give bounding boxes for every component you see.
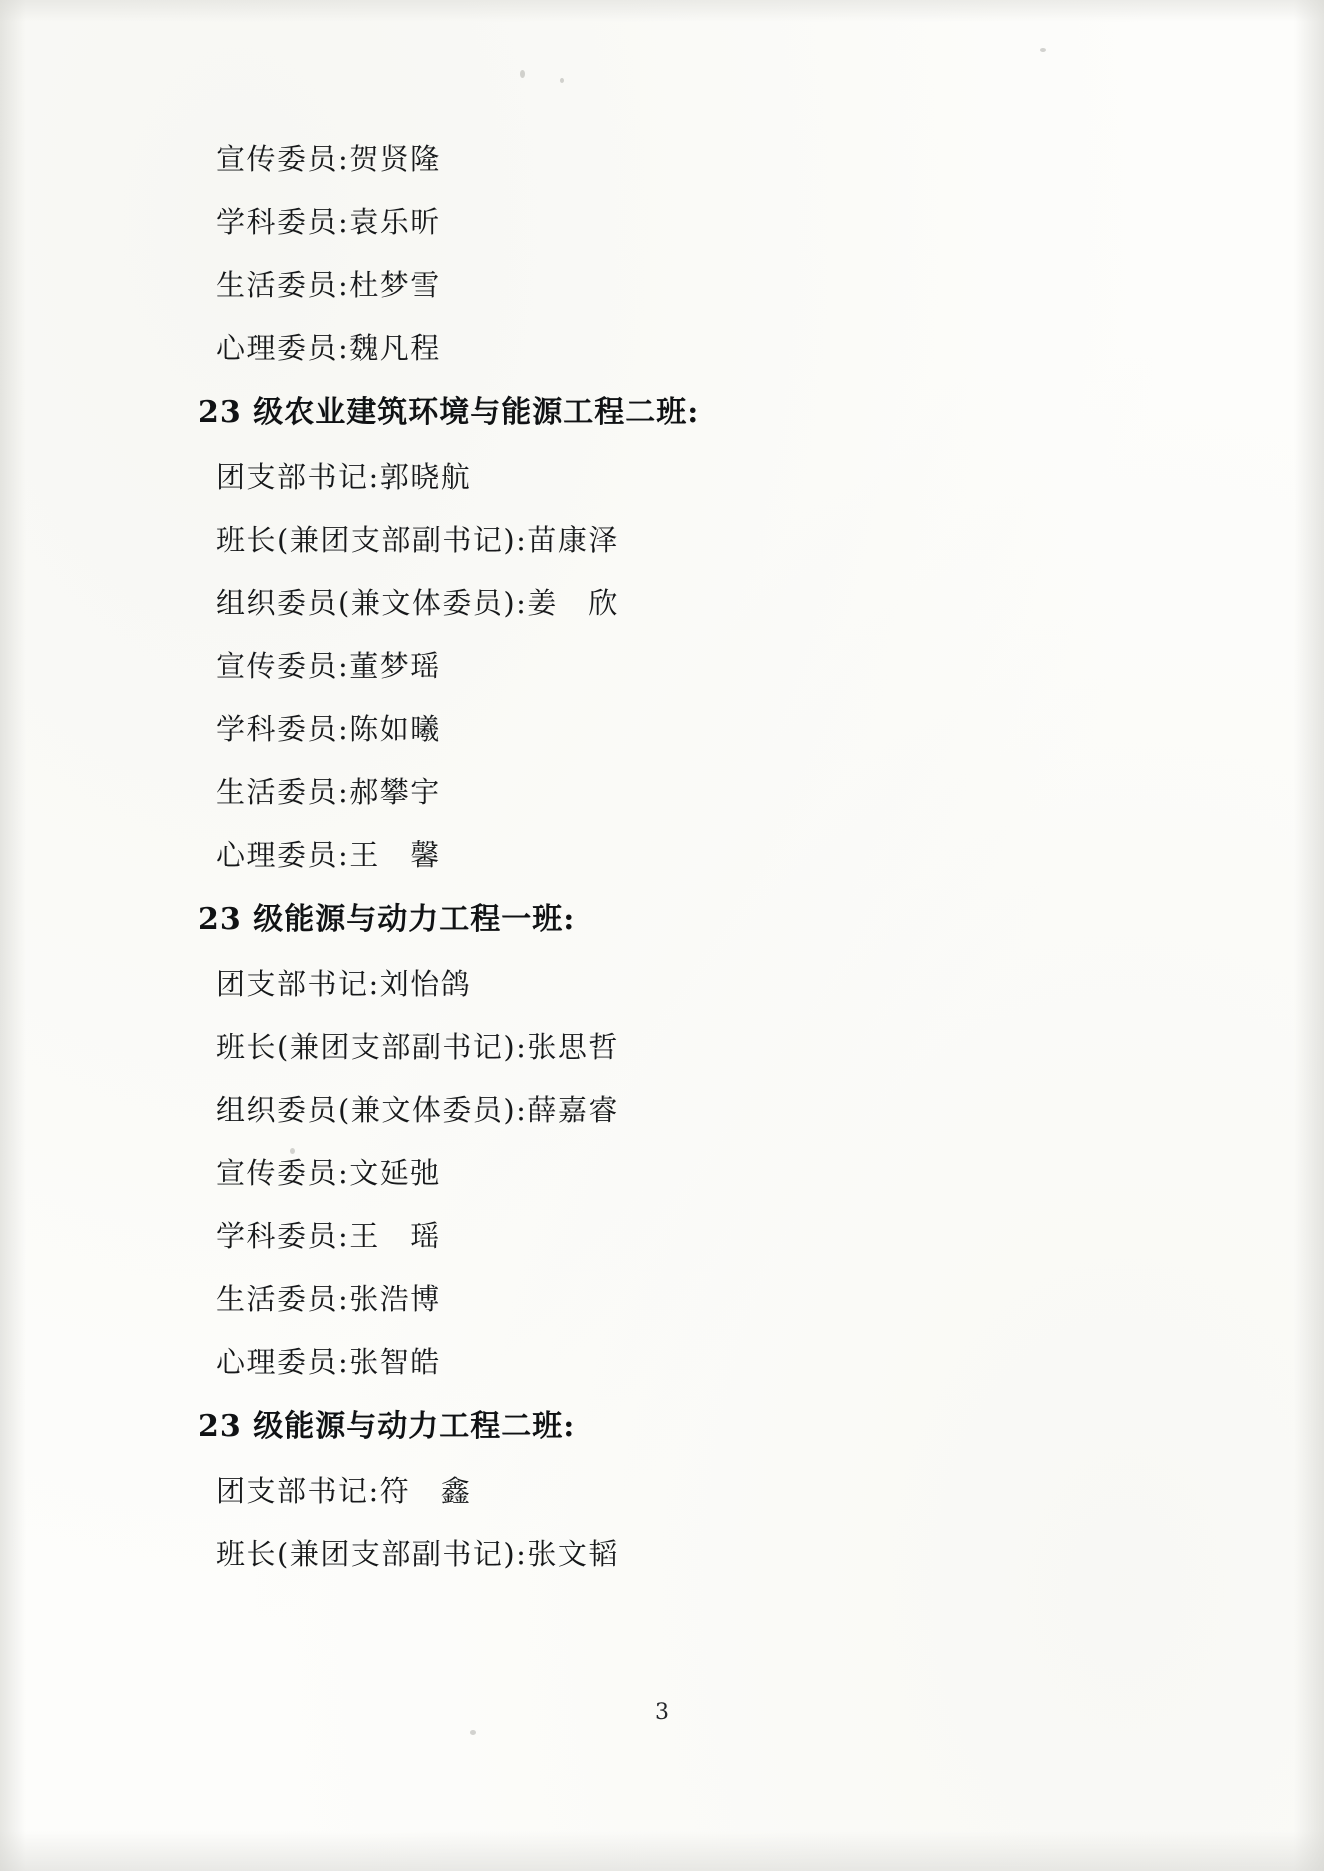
roster-entry: 组织委员(兼文体委员):姜 欣 xyxy=(216,586,619,620)
roster-entry: 宣传委员:董梦瑶 xyxy=(216,649,441,683)
roster-entry: 学科委员:袁乐昕 xyxy=(216,205,441,239)
roster-entry: 团支部书记:符 鑫 xyxy=(216,1474,472,1508)
document-body xyxy=(196,128,1096,1586)
roster-entry: 班长(兼团支部副书记):张文韬 xyxy=(216,1537,619,1571)
roster-entry: 学科委员:王 瑶 xyxy=(216,1219,441,1253)
roster-entry: 班长(兼团支部副书记):张思哲 xyxy=(216,1030,619,1064)
roster-entry: 班长(兼团支部副书记):苗康泽 xyxy=(216,523,619,557)
class-heading: 23 级农业建筑环境与能源工程二班: xyxy=(198,395,700,430)
roster-entry: 心理委员:魏凡程 xyxy=(216,331,441,365)
roster-entry: 宣传委员:贺贤隆 xyxy=(216,142,441,176)
paper-speck xyxy=(560,78,564,83)
page-edge-shadow-left xyxy=(0,0,26,1871)
page-number: 3 xyxy=(655,1700,669,1725)
paper-speck xyxy=(470,1730,476,1735)
roster-entry: 团支部书记:郭晓航 xyxy=(216,460,472,494)
paper-speck xyxy=(520,70,525,78)
paper-speck xyxy=(1040,48,1046,52)
roster-entry: 组织委员(兼文体委员):薛嘉睿 xyxy=(216,1093,619,1127)
roster-entry: 心理委员:王 馨 xyxy=(216,838,441,872)
roster-entry: 团支部书记:刘怡鸽 xyxy=(216,967,472,1001)
roster-entry: 宣传委员:文延弛 xyxy=(216,1156,441,1190)
roster-entry: 生活委员:张浩博 xyxy=(216,1282,441,1316)
roster-entry: 生活委员:杜梦雪 xyxy=(216,268,441,302)
class-heading: 23 级能源与动力工程一班: xyxy=(198,902,576,937)
class-heading: 23 级能源与动力工程二班: xyxy=(198,1409,576,1444)
page-edge-shadow-right xyxy=(1294,0,1324,1871)
roster-entry: 心理委员:张智皓 xyxy=(216,1345,441,1379)
roster-entry: 生活委员:郝攀宇 xyxy=(216,775,441,809)
page-edge-shadow-top xyxy=(0,0,1324,22)
roster-entry: 学科委员:陈如曦 xyxy=(216,712,441,746)
page-edge-shadow-bottom xyxy=(0,1831,1324,1871)
